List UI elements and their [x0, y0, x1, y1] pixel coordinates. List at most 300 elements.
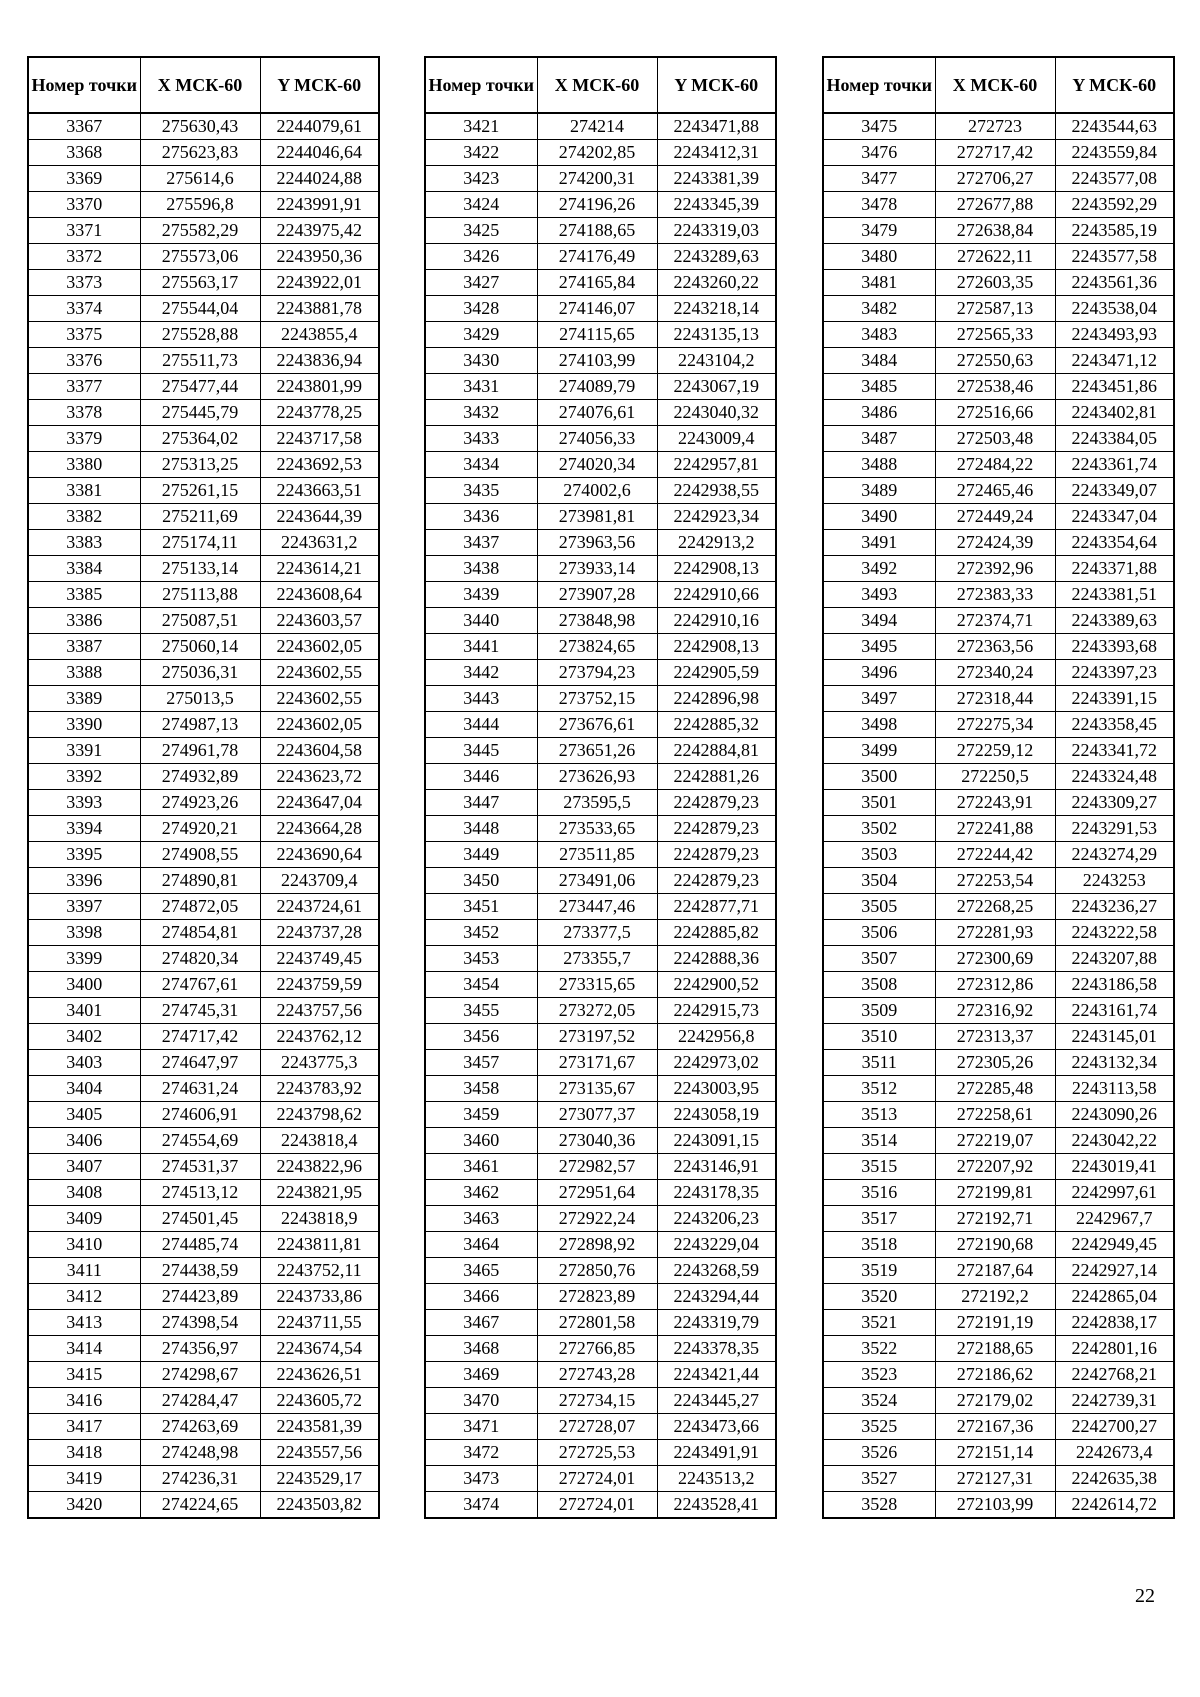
table-row: [425, 322, 776, 348]
point-number-cell: 3443: [425, 686, 537, 712]
x-coordinate-cell: 274236,31: [140, 1466, 260, 1492]
table-row: [28, 1258, 379, 1284]
y-coordinate-cell: 2243692,53: [260, 452, 379, 478]
point-number-cell: 3476: [823, 140, 935, 166]
y-coordinate-cell: 2243146,91: [657, 1154, 776, 1180]
y-coordinate-cell: 2242908,13: [657, 634, 776, 660]
x-coordinate-cell: 272725,53: [537, 1440, 657, 1466]
point-number-cell: 3456: [425, 1024, 537, 1050]
point-number-cell: 3510: [823, 1024, 935, 1050]
header-y: Y МСК-60: [1055, 57, 1174, 113]
x-coordinate-cell: 274202,85: [537, 140, 657, 166]
table-row: [823, 426, 1174, 452]
point-number-cell: 3463: [425, 1206, 537, 1232]
point-number-cell: 3417: [28, 1414, 140, 1440]
y-coordinate-cell: 2243471,12: [1055, 348, 1174, 374]
table-row: [28, 426, 379, 452]
point-number-cell: 3475: [823, 113, 935, 140]
point-number-cell: 3506: [823, 920, 935, 946]
table-row: [425, 1180, 776, 1206]
x-coordinate-cell: 272550,63: [935, 348, 1055, 374]
y-coordinate-cell: 2242768,21: [1055, 1362, 1174, 1388]
table-row: [425, 1492, 776, 1519]
x-coordinate-cell: 274103,99: [537, 348, 657, 374]
point-number-cell: 3471: [425, 1414, 537, 1440]
point-number-cell: 3483: [823, 322, 935, 348]
y-coordinate-cell: 2242865,04: [1055, 1284, 1174, 1310]
x-coordinate-cell: 274854,81: [140, 920, 260, 946]
point-number-cell: 3491: [823, 530, 935, 556]
point-number-cell: 3459: [425, 1102, 537, 1128]
x-coordinate-cell: 275596,8: [140, 192, 260, 218]
x-coordinate-cell: 275582,29: [140, 218, 260, 244]
y-coordinate-cell: 2242838,17: [1055, 1310, 1174, 1336]
table-row: [823, 946, 1174, 972]
table-row: [28, 582, 379, 608]
table-row: [28, 634, 379, 660]
point-number-cell: 3422: [425, 140, 537, 166]
x-coordinate-cell: 273794,23: [537, 660, 657, 686]
table-row: [425, 1440, 776, 1466]
x-coordinate-cell: 274224,65: [140, 1492, 260, 1519]
point-number-cell: 3436: [425, 504, 537, 530]
y-coordinate-cell: 2243145,01: [1055, 1024, 1174, 1050]
y-coordinate-cell: 2243309,27: [1055, 790, 1174, 816]
point-number-cell: 3522: [823, 1336, 935, 1362]
x-coordinate-cell: 274356,97: [140, 1336, 260, 1362]
point-number-cell: 3479: [823, 218, 935, 244]
x-coordinate-cell: 272281,93: [935, 920, 1055, 946]
table-row: [425, 1206, 776, 1232]
y-coordinate-cell: 2243811,81: [260, 1232, 379, 1258]
table-row: [28, 816, 379, 842]
table-row: [823, 244, 1174, 270]
x-coordinate-cell: 274263,69: [140, 1414, 260, 1440]
x-coordinate-cell: 272253,54: [935, 868, 1055, 894]
table-row: [28, 1232, 379, 1258]
x-coordinate-cell: 272587,13: [935, 296, 1055, 322]
table-row: [425, 1336, 776, 1362]
y-coordinate-cell: 2243003,95: [657, 1076, 776, 1102]
y-coordinate-cell: 2242997,61: [1055, 1180, 1174, 1206]
table-row: [823, 686, 1174, 712]
x-coordinate-cell: 274531,37: [140, 1154, 260, 1180]
y-coordinate-cell: 2243207,88: [1055, 946, 1174, 972]
table-row: [28, 296, 379, 322]
point-number-cell: 3418: [28, 1440, 140, 1466]
table-row: [425, 140, 776, 166]
x-coordinate-cell: 273447,46: [537, 894, 657, 920]
point-number-cell: 3413: [28, 1310, 140, 1336]
y-coordinate-cell: 2243186,58: [1055, 972, 1174, 998]
x-coordinate-cell: 272363,56: [935, 634, 1055, 660]
x-coordinate-cell: 275528,88: [140, 322, 260, 348]
x-coordinate-cell: 272622,11: [935, 244, 1055, 270]
y-coordinate-cell: 2243324,48: [1055, 764, 1174, 790]
x-coordinate-cell: 272424,39: [935, 530, 1055, 556]
x-coordinate-cell: 275174,11: [140, 530, 260, 556]
table-row: [823, 894, 1174, 920]
x-coordinate-cell: 272374,71: [935, 608, 1055, 634]
table-row: [823, 1492, 1174, 1519]
x-coordinate-cell: 274908,55: [140, 842, 260, 868]
y-coordinate-cell: 2243557,56: [260, 1440, 379, 1466]
point-number-cell: 3397: [28, 894, 140, 920]
y-coordinate-cell: 2243445,27: [657, 1388, 776, 1414]
y-coordinate-cell: 2243538,04: [1055, 296, 1174, 322]
table-row: [823, 1076, 1174, 1102]
point-number-cell: 3421: [425, 113, 537, 140]
table-row: [28, 608, 379, 634]
table-row: [425, 1024, 776, 1050]
y-coordinate-cell: 2243135,13: [657, 322, 776, 348]
x-coordinate-cell: 273533,65: [537, 816, 657, 842]
header-point-number: Номер точки: [425, 57, 537, 113]
point-number-cell: 3405: [28, 1102, 140, 1128]
y-coordinate-cell: 2243561,36: [1055, 270, 1174, 296]
point-number-cell: 3468: [425, 1336, 537, 1362]
point-number-cell: 3385: [28, 582, 140, 608]
point-number-cell: 3492: [823, 556, 935, 582]
table-row: [823, 868, 1174, 894]
y-coordinate-cell: 2242877,71: [657, 894, 776, 920]
table-row: [823, 530, 1174, 556]
point-number-cell: 3495: [823, 634, 935, 660]
y-coordinate-cell: 2242910,66: [657, 582, 776, 608]
table-row: [823, 582, 1174, 608]
table-row: [28, 998, 379, 1024]
point-number-cell: 3454: [425, 972, 537, 998]
point-number-cell: 3524: [823, 1388, 935, 1414]
y-coordinate-cell: 2242879,23: [657, 842, 776, 868]
y-coordinate-cell: 2243749,45: [260, 946, 379, 972]
point-number-cell: 3480: [823, 244, 935, 270]
x-coordinate-cell: 272259,12: [935, 738, 1055, 764]
x-coordinate-cell: 274002,6: [537, 478, 657, 504]
table-row: [425, 816, 776, 842]
y-coordinate-cell: 2243178,35: [657, 1180, 776, 1206]
table-row: [28, 842, 379, 868]
table-row: [823, 712, 1174, 738]
y-coordinate-cell: 2243206,23: [657, 1206, 776, 1232]
table-row: [425, 998, 776, 1024]
x-coordinate-cell: 274485,74: [140, 1232, 260, 1258]
table-row: [425, 478, 776, 504]
table-row: [28, 972, 379, 998]
table-row: [28, 1024, 379, 1050]
table-row: [425, 452, 776, 478]
y-coordinate-cell: 2243345,39: [657, 192, 776, 218]
x-coordinate-cell: 273077,37: [537, 1102, 657, 1128]
y-coordinate-cell: 2243289,63: [657, 244, 776, 270]
point-number-cell: 3387: [28, 634, 140, 660]
table-row: [28, 452, 379, 478]
x-coordinate-cell: 274932,89: [140, 764, 260, 790]
point-number-cell: 3478: [823, 192, 935, 218]
y-coordinate-cell: 2242884,81: [657, 738, 776, 764]
x-coordinate-cell: 272340,24: [935, 660, 1055, 686]
x-coordinate-cell: 273933,14: [537, 556, 657, 582]
point-number-cell: 3439: [425, 582, 537, 608]
x-coordinate-cell: 275261,15: [140, 478, 260, 504]
y-coordinate-cell: 2243757,56: [260, 998, 379, 1024]
x-coordinate-cell: 274056,33: [537, 426, 657, 452]
y-coordinate-cell: 2243349,07: [1055, 478, 1174, 504]
x-coordinate-cell: 273981,81: [537, 504, 657, 530]
table-row: [823, 1128, 1174, 1154]
x-coordinate-cell: 275511,73: [140, 348, 260, 374]
x-coordinate-cell: 272167,36: [935, 1414, 1055, 1440]
y-coordinate-cell: 2243381,51: [1055, 582, 1174, 608]
table-row: [823, 374, 1174, 400]
x-coordinate-cell: 274423,89: [140, 1284, 260, 1310]
table-row: [28, 322, 379, 348]
table-row: [28, 1180, 379, 1206]
point-number-cell: 3502: [823, 816, 935, 842]
point-number-cell: 3373: [28, 270, 140, 296]
table-row: [823, 634, 1174, 660]
x-coordinate-cell: 272190,68: [935, 1232, 1055, 1258]
y-coordinate-cell: 2242973,02: [657, 1050, 776, 1076]
x-coordinate-cell: 274298,67: [140, 1362, 260, 1388]
y-coordinate-cell: 2243132,34: [1055, 1050, 1174, 1076]
x-coordinate-cell: 274717,42: [140, 1024, 260, 1050]
point-number-cell: 3496: [823, 660, 935, 686]
point-number-cell: 3392: [28, 764, 140, 790]
x-coordinate-cell: 273040,36: [537, 1128, 657, 1154]
table-row: [823, 1232, 1174, 1258]
point-number-cell: 3381: [28, 478, 140, 504]
y-coordinate-cell: 2242614,72: [1055, 1492, 1174, 1519]
y-coordinate-cell: 2243371,88: [1055, 556, 1174, 582]
y-coordinate-cell: 2242923,34: [657, 504, 776, 530]
table-row: [28, 920, 379, 946]
table-row: [28, 1206, 379, 1232]
table-row: [28, 478, 379, 504]
y-coordinate-cell: 2243602,05: [260, 712, 379, 738]
y-coordinate-cell: 2243975,42: [260, 218, 379, 244]
table-row: [425, 1154, 776, 1180]
x-coordinate-cell: 274820,34: [140, 946, 260, 972]
table-row: [823, 1154, 1174, 1180]
point-number-cell: 3374: [28, 296, 140, 322]
point-number-cell: 3512: [823, 1076, 935, 1102]
point-number-cell: 3497: [823, 686, 935, 712]
y-coordinate-cell: 2243881,78: [260, 296, 379, 322]
x-coordinate-cell: 274200,31: [537, 166, 657, 192]
y-coordinate-cell: 2242879,23: [657, 816, 776, 842]
point-number-cell: 3368: [28, 140, 140, 166]
point-number-cell: 3371: [28, 218, 140, 244]
y-coordinate-cell: 2243503,82: [260, 1492, 379, 1519]
table-row: [823, 1414, 1174, 1440]
x-coordinate-cell: 272766,85: [537, 1336, 657, 1362]
table-row: [823, 1206, 1174, 1232]
table-row: [28, 113, 379, 140]
point-number-cell: 3474: [425, 1492, 537, 1519]
y-coordinate-cell: 2242956,8: [657, 1024, 776, 1050]
table-row: [823, 166, 1174, 192]
y-coordinate-cell: 2243603,57: [260, 608, 379, 634]
point-number-cell: 3423: [425, 166, 537, 192]
point-number-cell: 3521: [823, 1310, 935, 1336]
table-row: [28, 348, 379, 374]
table-row: [28, 946, 379, 972]
point-number-cell: 3451: [425, 894, 537, 920]
x-coordinate-cell: 275313,25: [140, 452, 260, 478]
y-coordinate-cell: 2243581,39: [260, 1414, 379, 1440]
x-coordinate-cell: 273595,5: [537, 790, 657, 816]
y-coordinate-cell: 2243614,21: [260, 556, 379, 582]
point-number-cell: 3477: [823, 166, 935, 192]
table-row: [28, 1102, 379, 1128]
table-row: [823, 478, 1174, 504]
point-number-cell: 3452: [425, 920, 537, 946]
point-number-cell: 3432: [425, 400, 537, 426]
x-coordinate-cell: 275477,44: [140, 374, 260, 400]
x-coordinate-cell: 274020,34: [537, 452, 657, 478]
x-coordinate-cell: 272250,5: [935, 764, 1055, 790]
y-coordinate-cell: 2242957,81: [657, 452, 776, 478]
point-number-cell: 3367: [28, 113, 140, 140]
x-coordinate-cell: 272312,86: [935, 972, 1055, 998]
y-coordinate-cell: 2243384,05: [1055, 426, 1174, 452]
x-coordinate-cell: 273315,65: [537, 972, 657, 998]
y-coordinate-cell: 2243544,63: [1055, 113, 1174, 140]
y-coordinate-cell: 2243559,84: [1055, 140, 1174, 166]
point-number-cell: 3528: [823, 1492, 935, 1519]
point-number-cell: 3398: [28, 920, 140, 946]
y-coordinate-cell: 2243836,94: [260, 348, 379, 374]
y-coordinate-cell: 2242967,7: [1055, 1206, 1174, 1232]
x-coordinate-cell: 275614,6: [140, 166, 260, 192]
table-row: [425, 686, 776, 712]
point-number-cell: 3505: [823, 894, 935, 920]
point-number-cell: 3395: [28, 842, 140, 868]
table-row: [823, 270, 1174, 296]
x-coordinate-cell: 273197,52: [537, 1024, 657, 1050]
table-row: [425, 920, 776, 946]
table-row: [28, 556, 379, 582]
table-row: [425, 608, 776, 634]
header-y: Y МСК-60: [260, 57, 379, 113]
point-number-cell: 3409: [28, 1206, 140, 1232]
table-row: [823, 322, 1174, 348]
x-coordinate-cell: 272313,37: [935, 1024, 1055, 1050]
y-coordinate-cell: 2242910,16: [657, 608, 776, 634]
table-row: [28, 374, 379, 400]
y-coordinate-cell: 2243664,28: [260, 816, 379, 842]
x-coordinate-cell: 272151,14: [935, 1440, 1055, 1466]
table-row: [28, 686, 379, 712]
x-coordinate-cell: 273171,67: [537, 1050, 657, 1076]
table-row: [425, 738, 776, 764]
table-row: [425, 504, 776, 530]
x-coordinate-cell: 272275,34: [935, 712, 1055, 738]
y-coordinate-cell: 2243822,96: [260, 1154, 379, 1180]
y-coordinate-cell: 2243268,59: [657, 1258, 776, 1284]
y-coordinate-cell: 2243319,03: [657, 218, 776, 244]
x-coordinate-cell: 274398,54: [140, 1310, 260, 1336]
x-coordinate-cell: 274554,69: [140, 1128, 260, 1154]
point-number-cell: 3472: [425, 1440, 537, 1466]
x-coordinate-cell: 273651,26: [537, 738, 657, 764]
point-number-cell: 3469: [425, 1362, 537, 1388]
x-coordinate-cell: 273355,7: [537, 946, 657, 972]
table-row: [425, 348, 776, 374]
table-row: [28, 140, 379, 166]
table-row: [28, 1076, 379, 1102]
y-coordinate-cell: 2242700,27: [1055, 1414, 1174, 1440]
x-coordinate-cell: 275087,51: [140, 608, 260, 634]
y-coordinate-cell: 2243451,86: [1055, 374, 1174, 400]
table-row: [28, 244, 379, 270]
point-number-cell: 3419: [28, 1466, 140, 1492]
y-coordinate-cell: 2243759,59: [260, 972, 379, 998]
page-number: 22: [1135, 1585, 1155, 1607]
x-coordinate-cell: 275563,17: [140, 270, 260, 296]
table-row: [425, 556, 776, 582]
table-row: [28, 894, 379, 920]
point-number-cell: 3473: [425, 1466, 537, 1492]
y-coordinate-cell: 2243471,88: [657, 113, 776, 140]
y-coordinate-cell: 2243608,64: [260, 582, 379, 608]
y-coordinate-cell: 2243577,08: [1055, 166, 1174, 192]
y-coordinate-cell: 2243818,4: [260, 1128, 379, 1154]
y-coordinate-cell: 2243717,58: [260, 426, 379, 452]
x-coordinate-cell: 272801,58: [537, 1310, 657, 1336]
point-number-cell: 3388: [28, 660, 140, 686]
table-row: [28, 1336, 379, 1362]
y-coordinate-cell: 2243818,9: [260, 1206, 379, 1232]
x-coordinate-cell: 274890,81: [140, 868, 260, 894]
x-coordinate-cell: 272565,33: [935, 322, 1055, 348]
point-number-cell: 3503: [823, 842, 935, 868]
table-row: [28, 270, 379, 296]
table-row: [823, 1050, 1174, 1076]
x-coordinate-cell: 272268,25: [935, 894, 1055, 920]
point-number-cell: 3508: [823, 972, 935, 998]
x-coordinate-cell: 273676,61: [537, 712, 657, 738]
x-coordinate-cell: 274438,59: [140, 1258, 260, 1284]
y-coordinate-cell: 2243236,27: [1055, 894, 1174, 920]
header-x: X МСК-60: [140, 57, 260, 113]
table-row: [823, 400, 1174, 426]
point-number-cell: 3500: [823, 764, 935, 790]
x-coordinate-cell: 272243,91: [935, 790, 1055, 816]
y-coordinate-cell: 2243090,26: [1055, 1102, 1174, 1128]
table-row: [425, 166, 776, 192]
point-number-cell: 3389: [28, 686, 140, 712]
point-number-cell: 3429: [425, 322, 537, 348]
y-coordinate-cell: 2243104,2: [657, 348, 776, 374]
y-coordinate-cell: 2243605,72: [260, 1388, 379, 1414]
point-number-cell: 3509: [823, 998, 935, 1024]
table-row: [823, 348, 1174, 374]
point-number-cell: 3375: [28, 322, 140, 348]
table-row: [425, 374, 776, 400]
point-number-cell: 3494: [823, 608, 935, 634]
point-number-cell: 3390: [28, 712, 140, 738]
point-number-cell: 3518: [823, 1232, 935, 1258]
x-coordinate-cell: 272199,81: [935, 1180, 1055, 1206]
point-number-cell: 3426: [425, 244, 537, 270]
x-coordinate-cell: 273626,93: [537, 764, 657, 790]
y-coordinate-cell: 2243592,29: [1055, 192, 1174, 218]
table-row: [823, 842, 1174, 868]
table-row: [823, 1388, 1174, 1414]
x-coordinate-cell: 272603,35: [935, 270, 1055, 296]
